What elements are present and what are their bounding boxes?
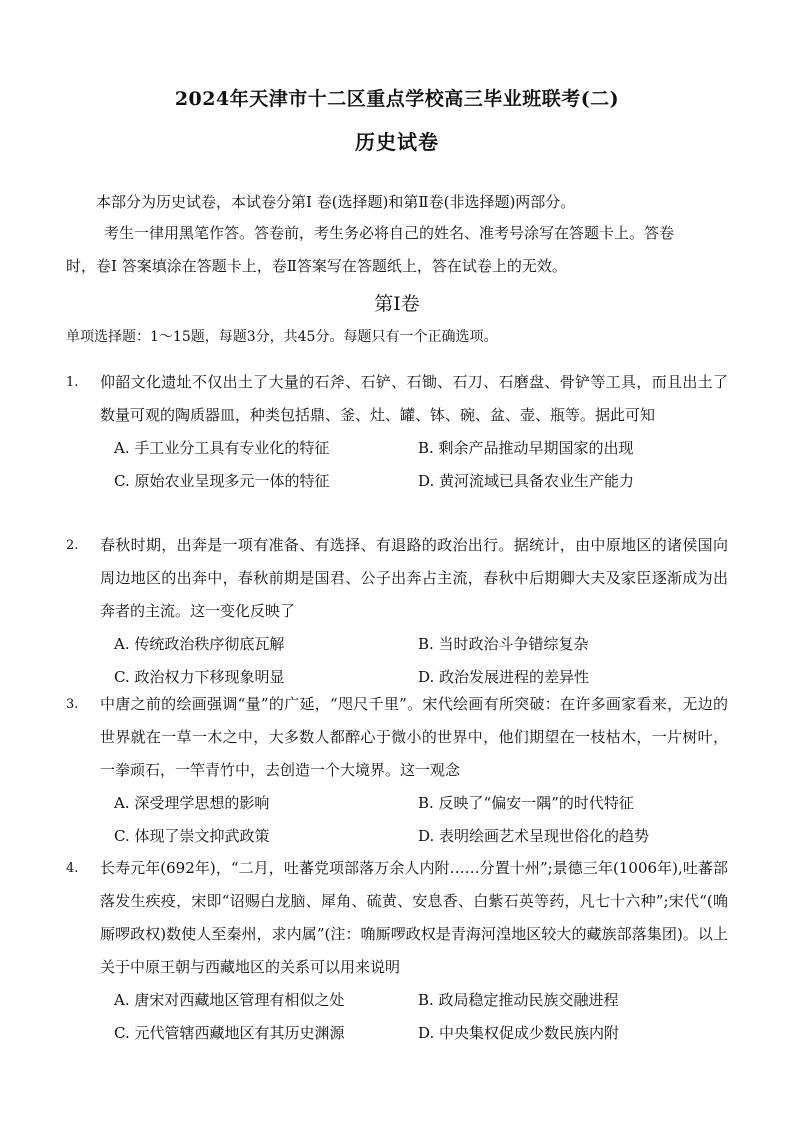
intro-line-1: 本部分为历史试卷，本试卷分第Ⅰ 卷(选择题)和第Ⅱ卷(非选择题)两部分。 (96, 193, 576, 211)
exam-title: 2024年天津市十二区重点学校高三毕业班联考(二) (174, 88, 620, 110)
option-b: B. 剩余产品推动早期国家的出现 (418, 439, 634, 457)
option-a: A. 唐宋对西藏地区管理有相似之处 (114, 991, 345, 1009)
option-b: B. 反映了“偏安一隅”的时代特征 (418, 794, 634, 812)
question-number: 4. (66, 861, 79, 876)
question-4 (66, 852, 728, 1050)
options (66, 628, 728, 694)
question-1 (66, 366, 728, 498)
question-text: 长寿元年(692年)，“二月，吐蕃党项部落万余人内附……分置十州”;景德三年(1006年),吐蕃部落发生疾疫，宋即“诏赐白龙脑、犀角、硫黄、安息香、白紫石英等药，凡七十六种”;宋代“(唃厮啰政权)数使人至秦州，求内属”(注：唃厮啰政权是青海河湟地区较大的藏族部落集团)。以上关于中原王朝与西藏地区的关系可以用来说明 (100, 859, 728, 976)
question-number: 2. (66, 538, 79, 553)
question-number: 3. (66, 697, 79, 712)
question-number: 1. (66, 375, 79, 390)
question-text: 仰韶文化遗址不仅出土了大量的石斧、石铲、石锄、石刀、石磨盘、骨铲等工具，而且出土了数量可观的陶质器皿，种类包括鼎、釜、灶、罐、钵、碗、盆、壶、瓶等。据此可知 (100, 373, 728, 424)
option-d: D. 黄河流域已具备农业生产能力 (418, 472, 635, 490)
options (66, 984, 728, 1050)
intro-line-3: 时，卷Ⅰ 答案填涂在答题卡上，卷Ⅱ答案写在答题纸上，答在试卷上的无效。 (66, 257, 567, 275)
options (66, 432, 728, 498)
options (66, 787, 728, 853)
option-a: A. 深受理学思想的影响 (114, 794, 270, 812)
exam-subject: 历史试卷 (355, 130, 439, 154)
section-instructions: 单项选择题：1～15题，每题3分，共45分。每题只有一个正确选项。 (66, 329, 498, 345)
option-c: C. 原始农业呈现多元一体的特征 (114, 472, 330, 490)
option-b: B. 政局稳定推动民族交融进程 (418, 991, 619, 1009)
question-text: 中唐之前的绘画强调“量”的广延，“咫尺千里”。宋代绘画有所突破：在许多画家看来，无边的世界就在一草一木之中，大多数人都醉心于微小的世界中，他们期望在一枝枯木，一片树叶，一拳顽石，一竿青竹中，去创造一个大境界。这一观念 (100, 695, 728, 779)
option-c: C. 元代管辖西藏地区有其历史渊源 (114, 1024, 345, 1042)
intro-line-2: 考生一律用黑笔作答。答卷前，考生务必将自己的姓名、准考号涂写在答题卡上。答卷 (104, 224, 675, 242)
section-title: 第Ⅰ卷 (374, 293, 420, 315)
question-text: 春秋时期，出奔是一项有准备、有选择、有退路的政治出行。据统计，由中原地区的诸侯国向周边地区的出奔中，春秋前期是国君、公子出奔占主流，春秋中后期卿大夫及家臣逐渐成为出奔者的主流。这一变化反映了 (100, 536, 728, 620)
option-d: D. 中央集权促成少数民族内附 (418, 1024, 620, 1042)
question-2 (66, 529, 728, 694)
option-a: A. 传统政治秩序彻底瓦解 (114, 635, 285, 653)
option-a: A. 手工业分工具有专业化的特征 (114, 439, 330, 457)
option-d: D. 表明绘画艺术呈现世俗化的趋势 (418, 827, 650, 845)
question-3 (66, 688, 728, 853)
option-b: B. 当时政治斗争错综复杂 (418, 635, 589, 653)
option-c: C. 政治权力下移现象明显 (114, 668, 285, 686)
option-c: C. 体现了崇文抑武政策 (114, 827, 270, 845)
option-d: D. 政治发展进程的差异性 (418, 668, 590, 686)
